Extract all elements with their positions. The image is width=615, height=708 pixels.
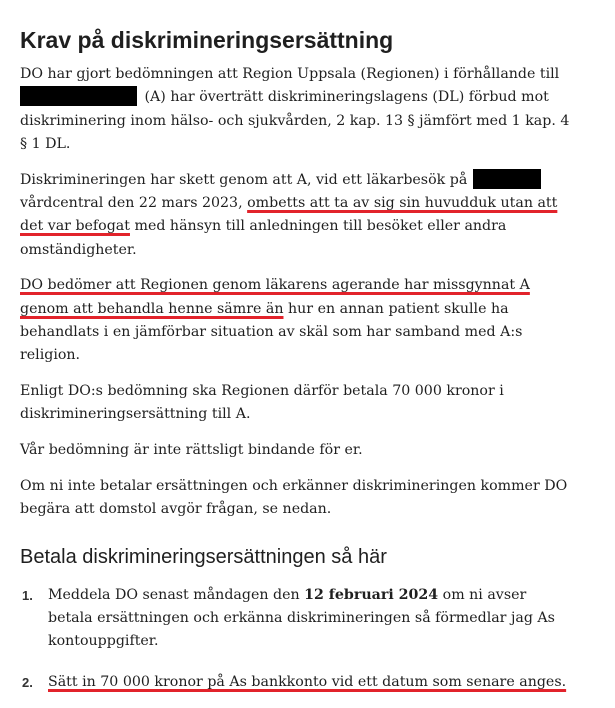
paragraph-assessment bbox=[20, 63, 615, 156]
deadline-date: 12 februari 2024 bbox=[304, 586, 439, 603]
highlighted-text: Sätt in 70 000 kronor på As bankkonto vid ett datum som senare anges. bbox=[48, 673, 567, 690]
text-segment: hur en annan patient skulle ha bbox=[288, 300, 509, 317]
paragraph-compensation bbox=[20, 380, 615, 427]
text-segment: vårdcentral den 22 mars 2023, bbox=[20, 194, 243, 211]
text-line: betala ersättningen och erkänna diskrimineringen så förmedlar jag As bbox=[48, 610, 555, 627]
section-heading-payment: Betala diskrimineringsersättningen så här bbox=[20, 545, 387, 568]
document-title: Krav på diskrimineringsersättning bbox=[20, 27, 394, 53]
paragraph-not-binding bbox=[20, 439, 615, 462]
highlighted-text: DO bedömer att Regionen genom läkarens agerande har missgynnat A bbox=[20, 277, 530, 294]
text-line bbox=[20, 215, 615, 238]
text-line: Om ni inte betalar ersättningen och erkänner diskrimineringen kommer DO bbox=[20, 477, 568, 494]
text-segment: (A) har överträtt diskrimineringslagens (DL) förbud mot bbox=[144, 89, 549, 106]
text-line bbox=[20, 86, 615, 109]
text-line: religion. bbox=[20, 347, 81, 364]
step-number: 1. bbox=[22, 587, 33, 603]
text-line: diskrimineringsersättning till A. bbox=[20, 406, 251, 423]
text-line: behandlats i en jämförbar situation av skäl som har samband med A:s bbox=[20, 323, 523, 340]
text-line bbox=[20, 192, 615, 215]
text-line bbox=[48, 584, 615, 607]
redaction-box bbox=[473, 169, 541, 189]
highlighted-text: ombetts att ta av sig sin huvudduk utan att bbox=[247, 194, 558, 211]
text-segment: Meddela DO senast måndagen den bbox=[48, 586, 300, 603]
step-item bbox=[20, 584, 615, 654]
paragraph-finding bbox=[20, 274, 615, 367]
text-segment: Diskrimineringen har skett genom att A, vid ett läkarbesök på bbox=[20, 171, 468, 188]
paragraph-court bbox=[20, 475, 615, 522]
text-line: omständigheter. bbox=[20, 241, 137, 258]
paragraph-circumstances bbox=[20, 169, 615, 262]
text-line: § 1 DL. bbox=[20, 135, 71, 152]
text-line bbox=[20, 274, 615, 297]
text-line: begära att domstol avgör frågan, se nedan. bbox=[20, 501, 332, 518]
text-segment: om ni avser bbox=[442, 586, 527, 603]
text-line bbox=[20, 298, 615, 321]
text-line bbox=[20, 169, 615, 192]
text-line: Enligt DO:s bedömning ska Regionen därför betala 70 000 kronor i bbox=[20, 383, 504, 400]
highlighted-text: genom att behandla henne sämre än bbox=[20, 300, 284, 317]
text-line bbox=[48, 671, 615, 694]
text-line: diskriminering inom hälso- och sjukvården, 2 kap. 13 § jämfört med 1 kap. 4 bbox=[20, 112, 570, 129]
highlighted-text: det var befogat bbox=[20, 218, 130, 235]
step-number: 2. bbox=[22, 674, 33, 690]
text-line: Vår bedömning är inte rättsligt bindande för er. bbox=[20, 442, 363, 459]
redaction-box bbox=[20, 86, 137, 106]
text-segment: med hänsyn till anledningen till besöket eller andra bbox=[134, 218, 507, 235]
text-line: kontouppgifter. bbox=[48, 633, 159, 650]
payment-steps-list bbox=[20, 584, 615, 694]
text-line: DO har gjort bedömningen att Region Uppsala (Regionen) i förhållande till bbox=[20, 66, 560, 82]
step-item bbox=[20, 671, 615, 694]
